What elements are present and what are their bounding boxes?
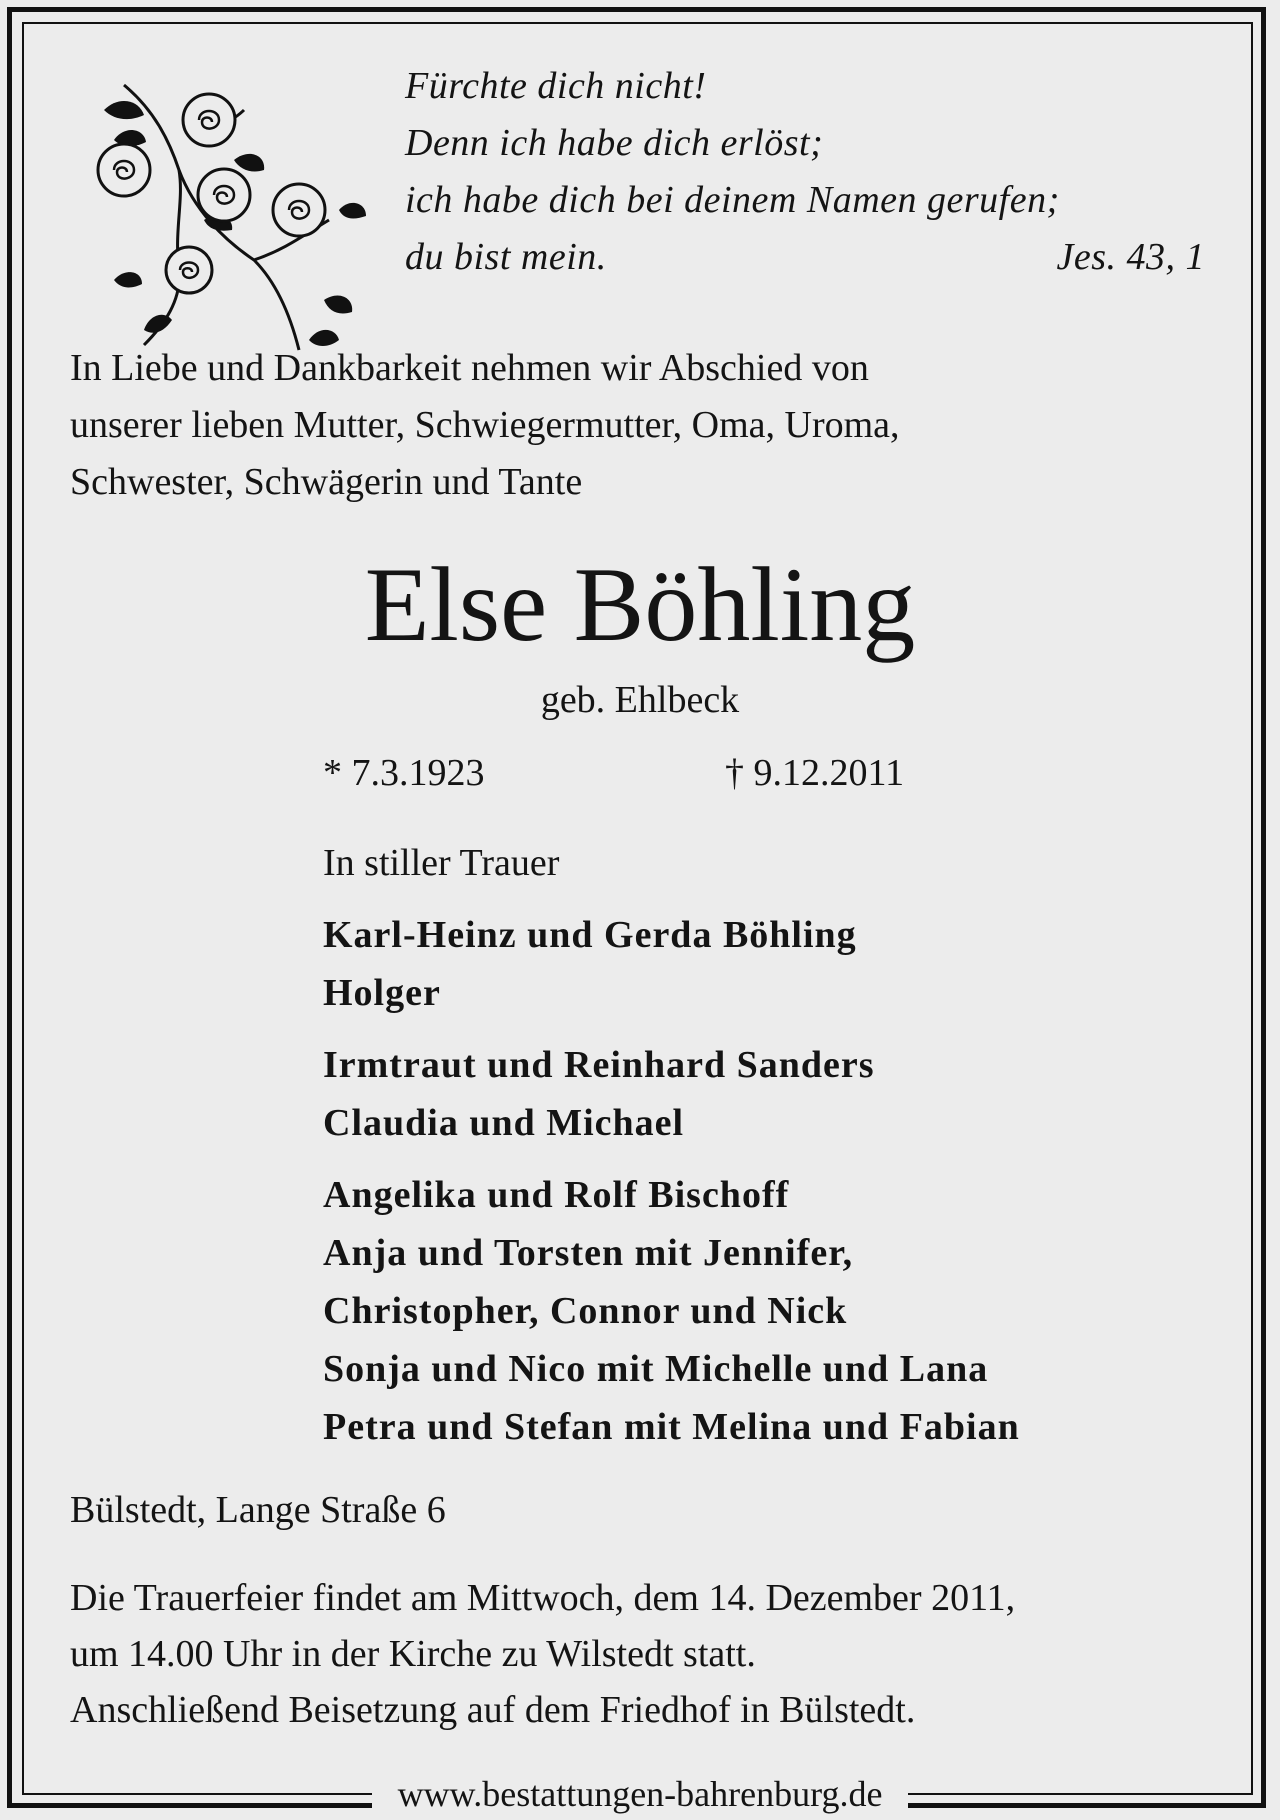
verse-last-line (405, 229, 1205, 286)
family-line: Anja und Torsten mit Jennifer, (323, 1232, 854, 1274)
verse-reference: Jes. 43, 1 (1056, 236, 1205, 278)
verse-line: ich habe dich bei deinem Namen gerufen; (405, 179, 1060, 221)
family-line: Karl-Heinz und Gerda Böhling (323, 914, 857, 956)
family-line: Claudia und Michael (323, 1102, 685, 1144)
birth-name: geb. Ehlbeck (540, 679, 740, 721)
verse-line: Denn ich habe dich erlöst; (405, 122, 824, 164)
family-group (323, 1166, 1020, 1456)
deceased-name: Else Böhling (364, 546, 916, 663)
ceremony-info (70, 1570, 1015, 1738)
mourning-label: In stiller Trauer (323, 842, 560, 884)
roses-icon (84, 70, 374, 360)
family-line: Petra und Stefan mit Melina und Fabian (323, 1406, 1020, 1448)
footer (0, 1774, 1280, 1814)
family-line: Holger (323, 972, 441, 1014)
ceremony-line: um 14.00 Uhr in der Kirche zu Wilstedt statt. (70, 1633, 756, 1675)
intro-line: In Liebe und Dankbarkeit nehmen wir Abschied von (70, 347, 869, 389)
ceremony-line: Die Trauerfeier findet am Mittwoch, dem 14. Dezember 2011, (70, 1577, 1016, 1619)
intro-line: Schwester, Schwägerin und Tante (70, 461, 583, 503)
family-line: Irmtraut und Reinhard Sanders (323, 1044, 875, 1086)
family-line: Angelika und Rolf Bischoff (323, 1174, 790, 1216)
address: Bülstedt, Lange Straße 6 (70, 1489, 446, 1531)
family-group (323, 906, 1020, 1022)
verse-line: du bist mein. (405, 236, 607, 278)
birth-date: * 7.3.1923 (323, 752, 485, 794)
family-line: Christopher, Connor und Nick (323, 1290, 848, 1332)
family-list (323, 906, 1020, 1470)
bible-verse (405, 58, 1205, 286)
family-group (323, 1036, 1020, 1152)
verse-line: Fürchte dich nicht! (405, 65, 707, 107)
footer-url[interactable]: www.bestattungen-bahrenburg.de (372, 1774, 909, 1814)
family-line: Sonja und Nico mit Michelle und Lana (323, 1348, 989, 1390)
intro-text (70, 340, 1210, 511)
intro-line: unserer lieben Mutter, Schwiegermutter, Oma, Uroma, (70, 404, 900, 446)
ceremony-line: Anschließend Beisetzung auf dem Friedhof in Bülstedt. (70, 1689, 916, 1731)
death-date: † 9.12.2011 (725, 752, 905, 794)
